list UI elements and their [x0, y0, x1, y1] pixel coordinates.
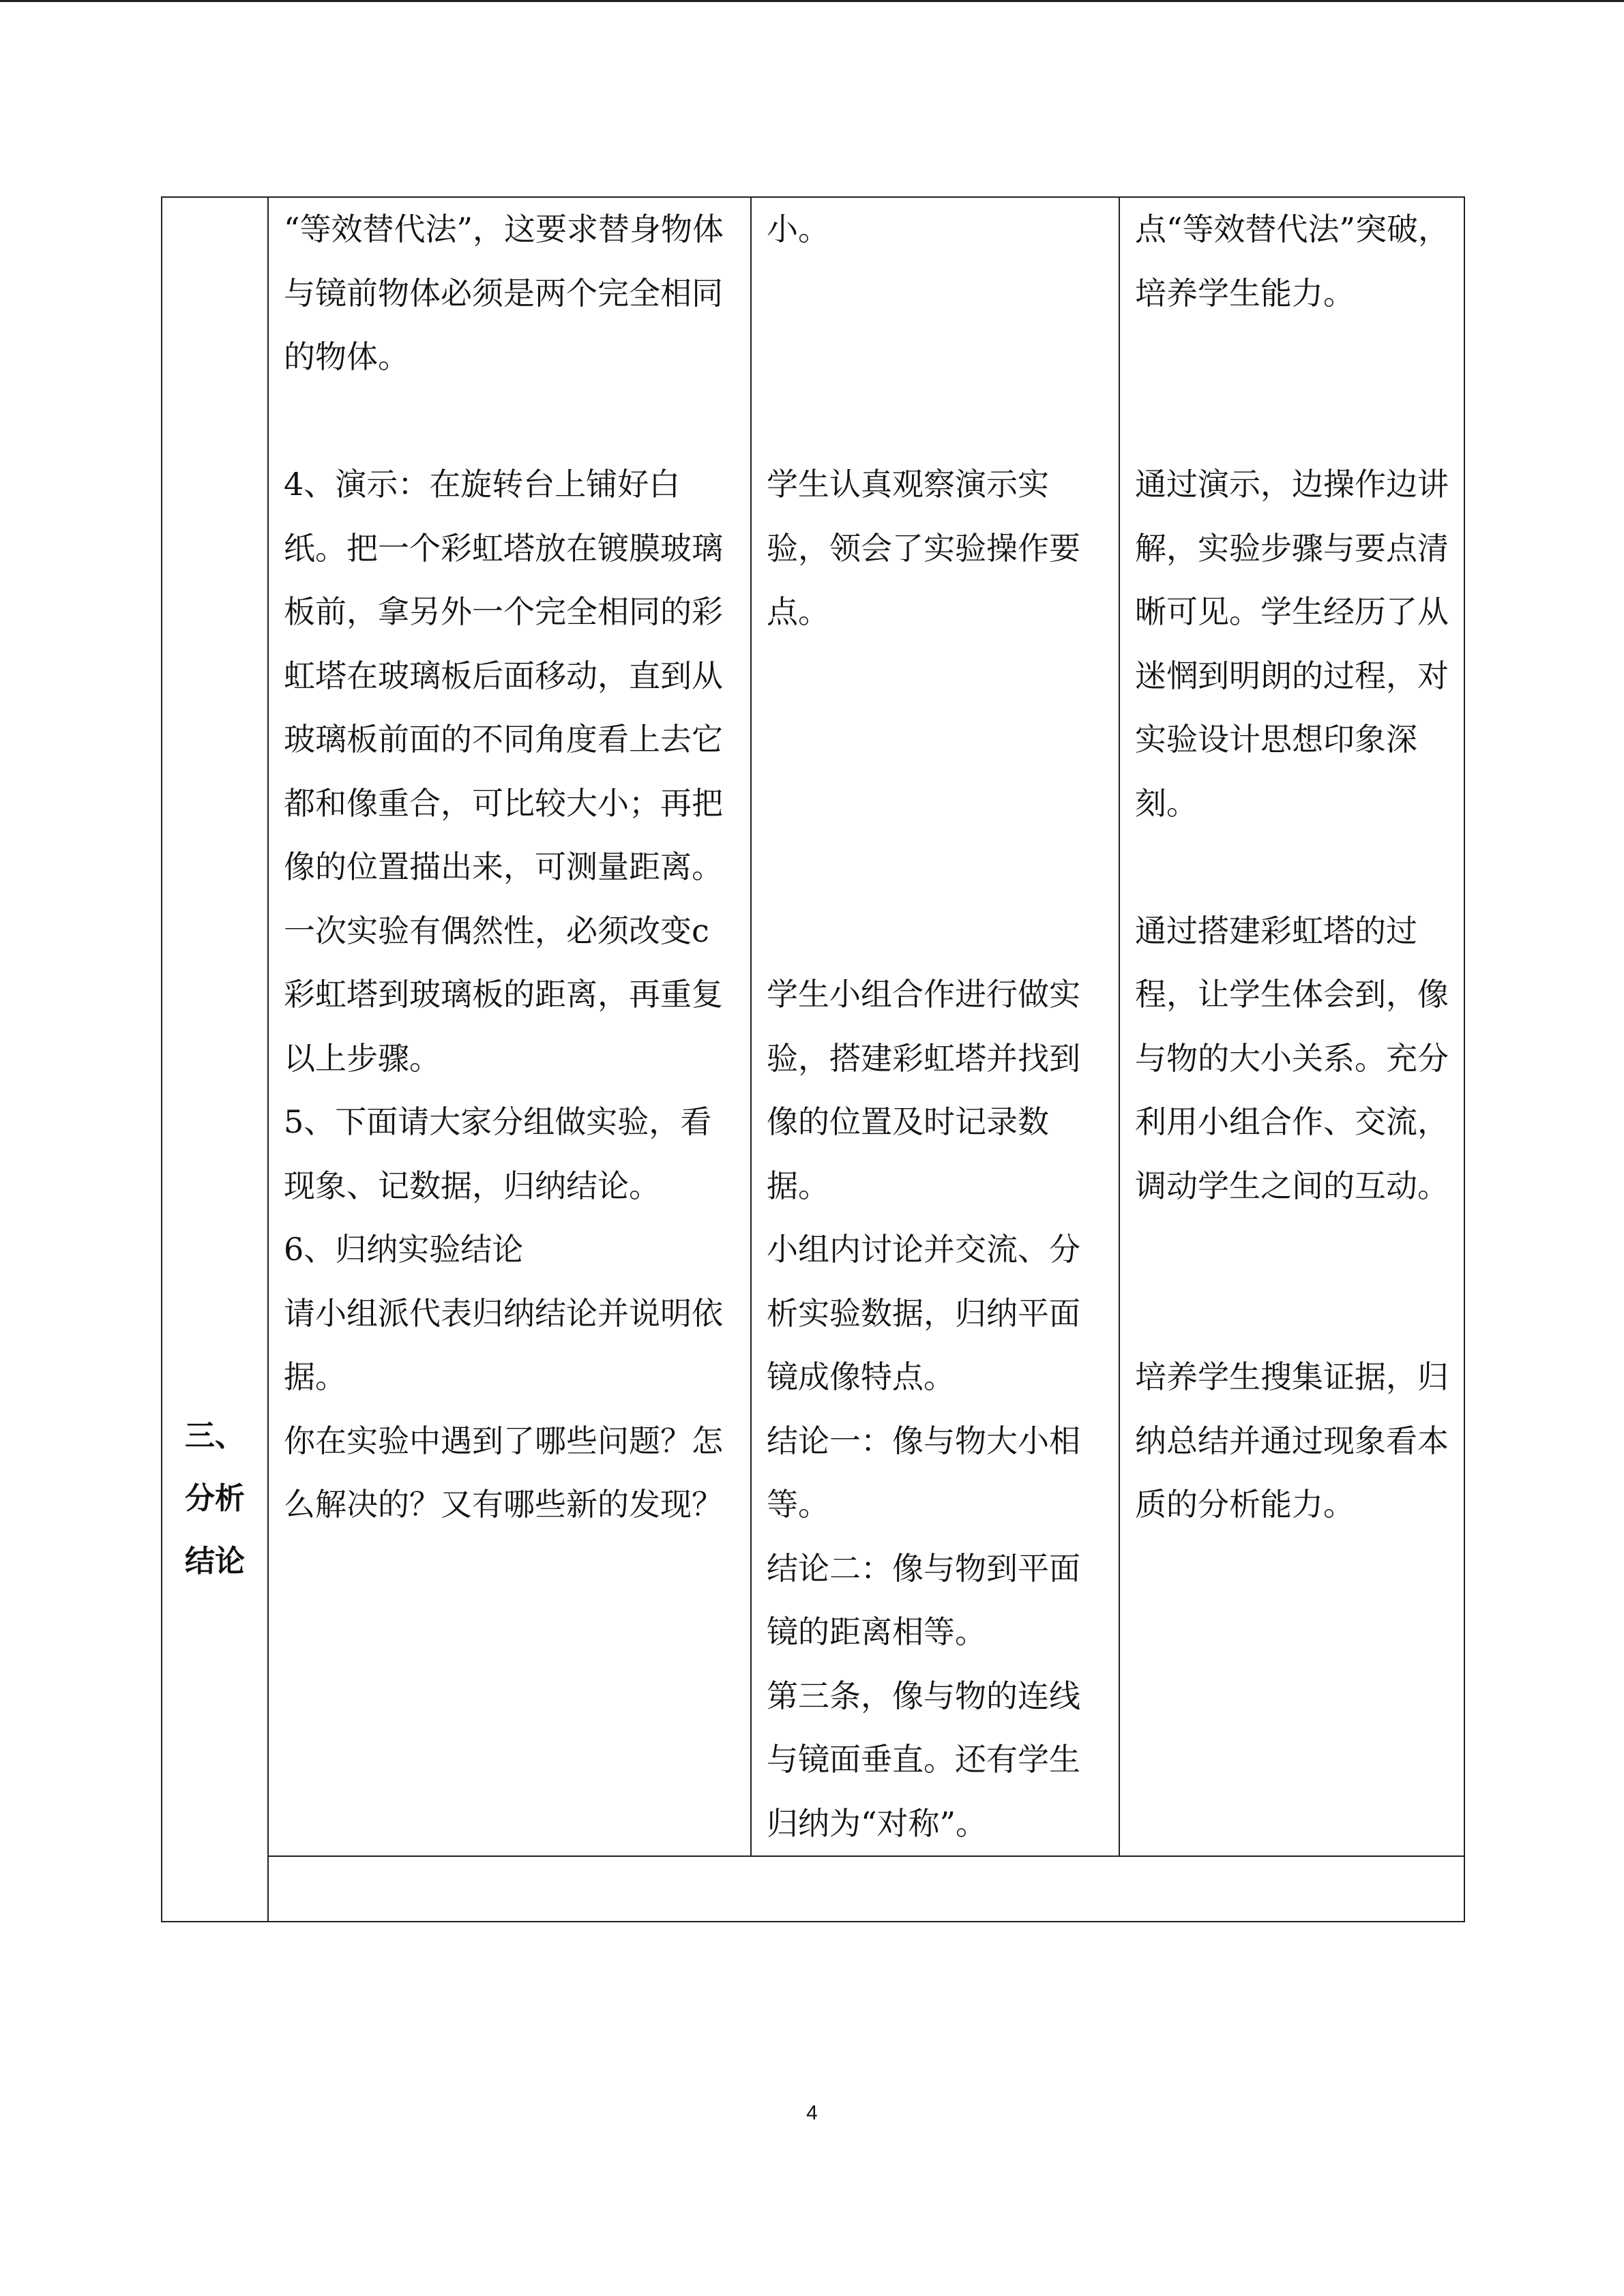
design-intent-cell — [1119, 197, 1464, 1856]
teacher-paragraph: “等效替代法”，这要求替身物体与镜前物体必须是两个完全相同的物体。 — [284, 211, 724, 375]
stage-label-line: 三、 — [185, 1418, 245, 1453]
teacher-paragraph: 4、演示：在旋转台上铺好白纸。把一个彩虹塔放在镀膜玻璃板前，拿另外一个完全相同的彩虹塔在玻璃板后面移动，直到从玻璃板前面的不同角度看上去它都和像重合，可比较大小；再把像的位置描出来，可测量距离。 — [284, 466, 723, 885]
page-number: 4 — [806, 2102, 818, 2124]
intent-paragraph: 培养学生搜集证据，归纳总结并通过现象看本质的分析能力。 — [1135, 1358, 1449, 1523]
student-paragraph: 学生小组合作进行做实验，搭建彩虹塔并找到像的位置及时记录数据。 — [767, 976, 1080, 1204]
student-paragraph: 学生认真观察演示实验，领会了实验操作要点。 — [767, 466, 1080, 630]
student-paragraph: 结论二：像与物到平面镜的距离相等。 — [767, 1549, 1080, 1650]
teacher-paragraph: 5、下面请大家分组做实验，看现象、记数据，归纳结论。 — [284, 1103, 712, 1204]
student-activity-cell — [751, 197, 1119, 1856]
teacher-activity-cell — [268, 197, 751, 1856]
intent-paragraph: 点“等效替代法”突破，培养学生能力。 — [1135, 211, 1450, 312]
stage-label — [162, 1405, 267, 1593]
student-paragraph: 小组内讨论并交流、分析实验数据，归纳平面镜成像特点。 — [767, 1231, 1080, 1395]
table-row-analysis — [162, 197, 1464, 1856]
teacher-paragraph: 6、归纳实验结论 — [284, 1231, 524, 1268]
stage-label-line: 分析 — [185, 1481, 245, 1516]
intent-paragraph: 通过搭建彩虹塔的过程，让学生体会到，像与物的大小关系。充分利用小组合作、交流，调动学生之间的互动。 — [1135, 912, 1449, 1204]
intent-paragraph: 通过演示，边操作边讲解，实验步骤与要点清晰可见。学生经历了从迷惘到明朗的过程，对实验设计思想印象深刻。 — [1135, 466, 1449, 822]
student-paragraph: 小。 — [767, 211, 829, 248]
student-paragraph: 结论一：像与物大小相等。 — [767, 1422, 1080, 1523]
teacher-paragraph: 请小组派代表归纳结论并说明依据。 — [284, 1294, 723, 1395]
table-row-empty — [162, 1856, 1464, 1922]
lesson-plan-table — [161, 196, 1465, 1922]
empty-cell — [268, 1856, 1464, 1922]
teacher-paragraph: 你在实验中遇到了哪些问题？怎么解决的？又有哪些新的发现？ — [284, 1422, 723, 1523]
stage-label-line: 结论 — [185, 1544, 245, 1579]
teacher-paragraph: 一次实验有偶然性，必须改变c彩虹塔到玻璃板的距离，再重复以上步骤。 — [284, 912, 723, 1077]
student-paragraph: 第三条，像与物的连线与镜面垂直。还有学生归纳为“对称”。 — [767, 1677, 1080, 1842]
stage-cell — [162, 197, 268, 1922]
